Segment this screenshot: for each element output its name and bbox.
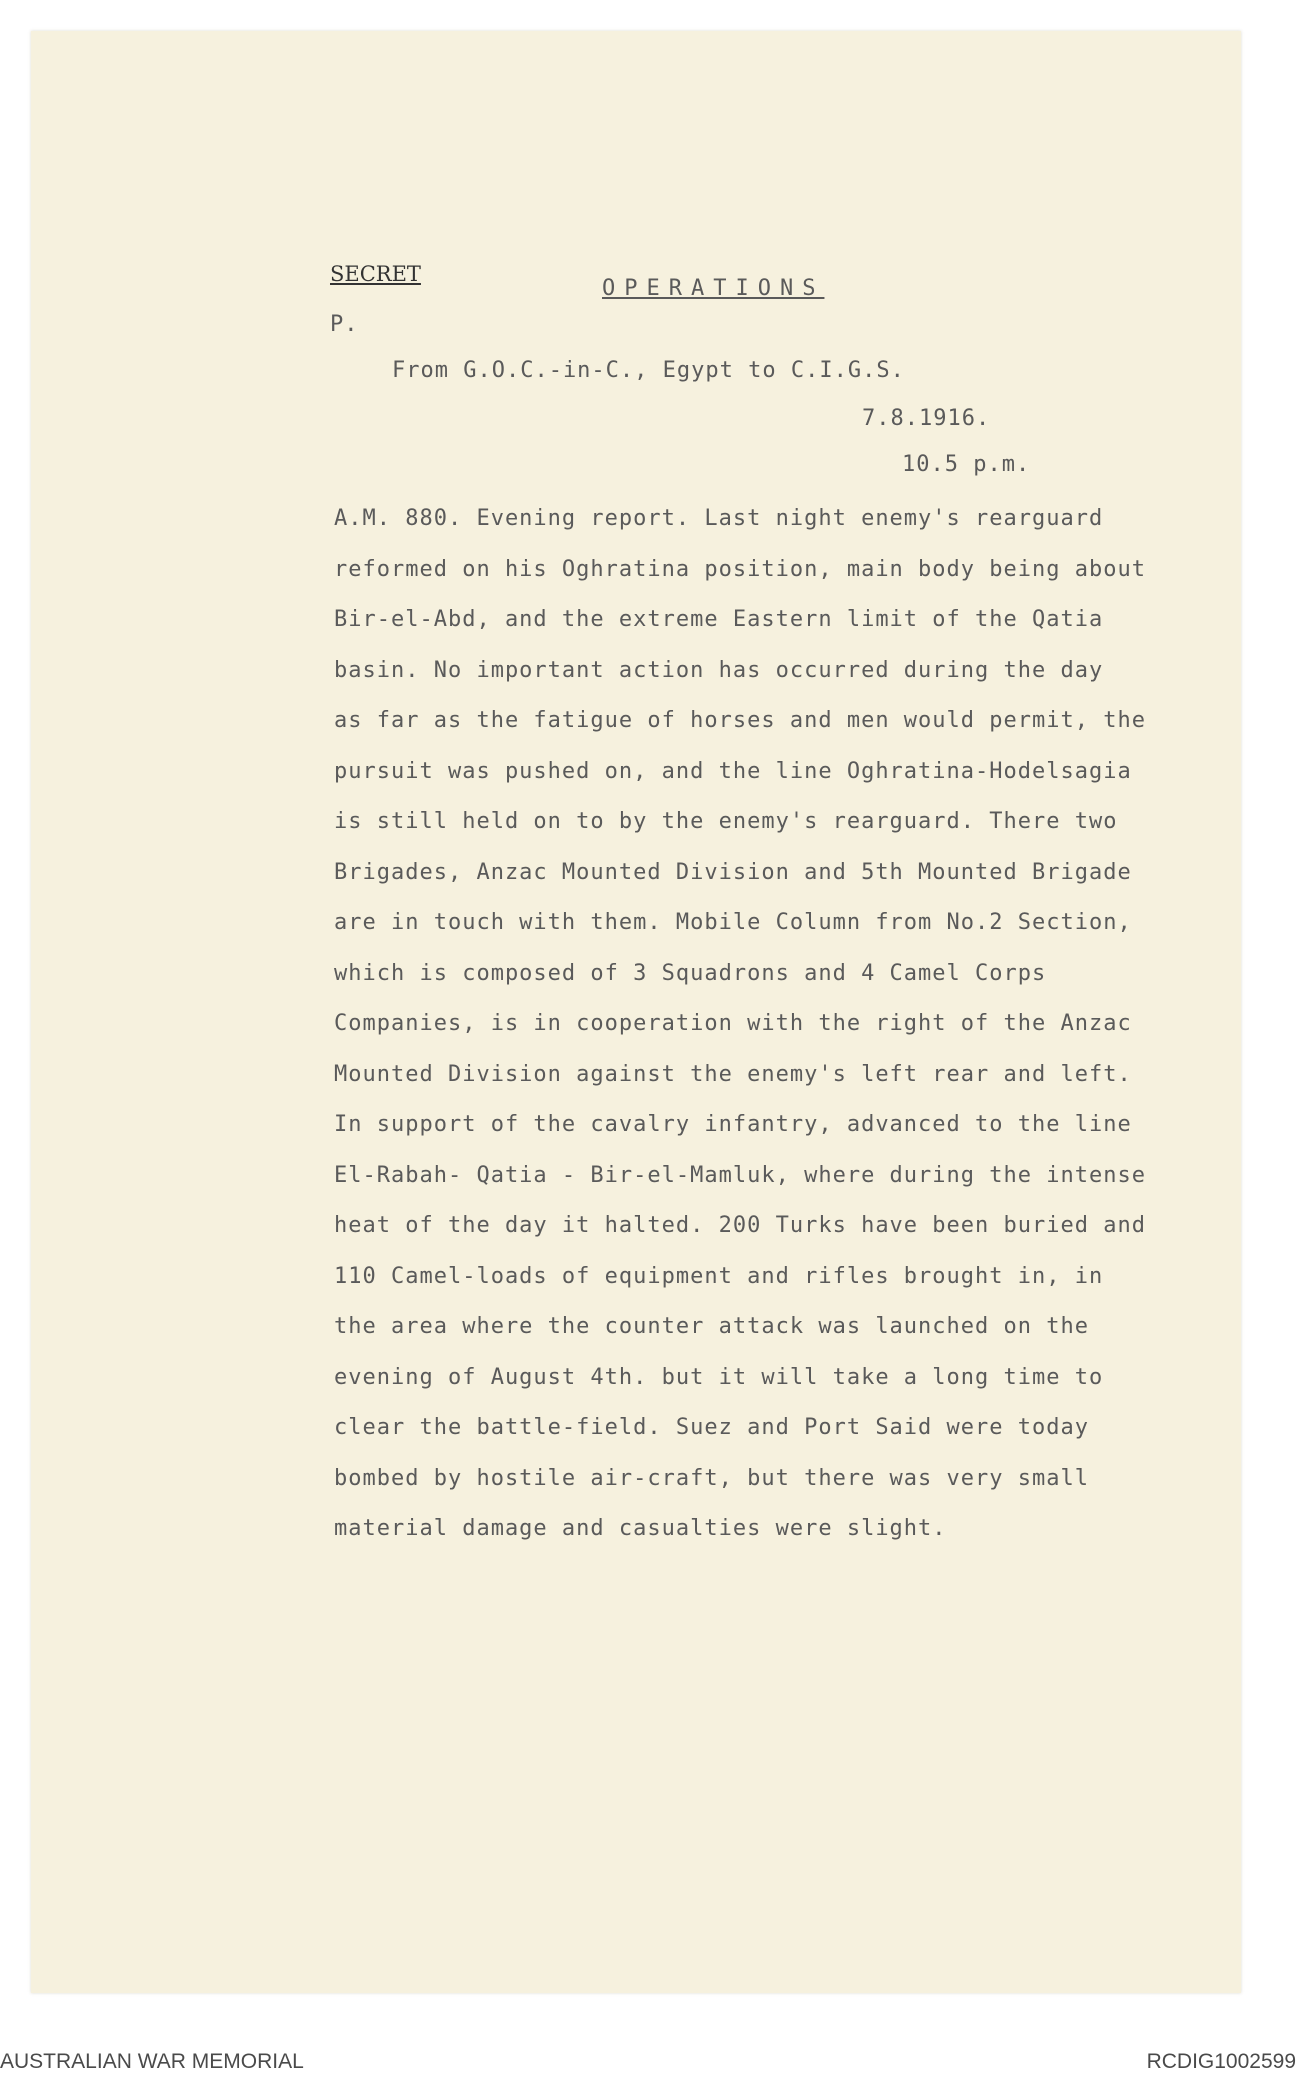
date-line: 7.8.1916. — [862, 406, 991, 431]
report-line: bombed by hostile air-craft, but there was very small — [334, 1465, 1089, 1491]
report-line: as far as the fatigue of horses and men would permit, the — [334, 708, 1146, 733]
report-line: El-Rabah- Qatia - Bir-el-Mamluk, where during the intense — [334, 1162, 1146, 1188]
report-line: In support of the cavalry infantry, advanced to the line — [334, 1112, 1132, 1137]
report-line: are in touch with them. Mobile Column from No.2 Section, — [334, 910, 1132, 935]
report-line: A.M. 880. Evening report. Last night enemy's rearguard — [334, 506, 1104, 531]
report-line: the area where the counter attack was launched on the — [334, 1314, 1089, 1339]
report-line: evening of August 4th. but it will take a long time to — [334, 1364, 1104, 1390]
report-line: reformed on his Oghratina position, main body being about — [334, 556, 1146, 582]
report-body — [334, 504, 1146, 1565]
report-line: pursuit was pushed on, and the line Oghratina-Hodelsagia — [334, 758, 1132, 784]
report-line: basin. No important action has occurred during the day — [334, 657, 1104, 683]
report-line: is still held on to by the enemy's rearguard. There two — [334, 809, 1118, 834]
report-line: heat of the day it halted. 200 Turks have been buried and — [334, 1213, 1146, 1238]
document-heading: OPERATIONS — [602, 276, 825, 301]
classification-label: SECRET — [330, 262, 421, 286]
report-line: clear the battle-field. Suez and Port Said were today — [334, 1415, 1089, 1440]
report-line: material damage and casualties were slight. — [334, 1516, 947, 1541]
report-line: 110 Camel-loads of equipment and rifles brought in, in — [334, 1263, 1104, 1289]
report-line: Bir-el-Abd, and the extreme Eastern limit of the Qatia — [334, 607, 1104, 632]
archive-footer — [0, 2050, 1302, 2076]
from-line: From G.O.C.-in-C., Egypt to C.I.G.S. — [392, 358, 905, 383]
report-line: Brigades, Anzac Mounted Division and 5th Mounted Brigade — [334, 859, 1132, 885]
serial-mark: P. — [330, 312, 359, 337]
institution-name: AUSTRALIAN WAR MEMORIAL — [0, 2050, 304, 2073]
report-line: which is composed of 3 Squadrons and 4 Camel Corps — [334, 960, 1047, 986]
report-line: Mounted Division against the enemy's left rear and left. — [334, 1061, 1132, 1087]
report-line: Companies, is in cooperation with the right of the Anzac — [334, 1011, 1132, 1036]
time-line: 10.5 p.m. — [902, 452, 1031, 477]
item-identifier: RCDIG1002599 — [1146, 2050, 1296, 2073]
